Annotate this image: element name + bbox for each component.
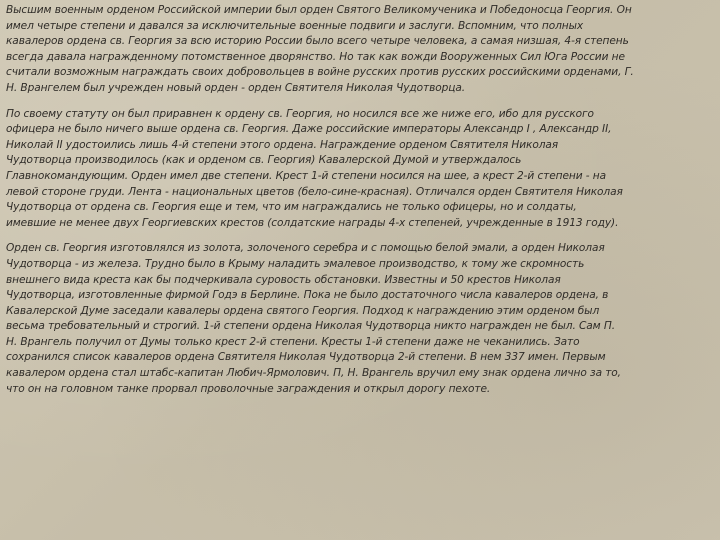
paragraph-order-manufacture: Орден св. Георгия изготовлялся из золота, золоченого серебра и с помощью белой эмали, а орден Николая Чудотворца - из железа. Трудно было в Крыму наладить эмалевое производство, к тому же скромность внешнего вида креста как бы подчеркивала суровость обстановки. Известны и 50 крестов Николая Чудотворца, изготовленные фирмой Годэ в Берлине. Пока не было достаточного числа кавалеров ордена, в Кавалерской Думе заседали кавалеры ордена святого Георгия. Подход к награждению этим орденом был весьма требовательный и строгий. 1-й степени ордена Николая Чудотворца никто награжден не был. Сам П. Н. Врангель получил от Думы только крест 2-й степени. Кресты 1-й степени даже не чеканились. Зато сохранился список кавалеров ордена Святителя Николая Чудотворца 2-й степени. В нем 337 имен. Первым кавалером ордена стал штабс-капитан Любич-Ярмолович. П, Н. Врангель вручил ему знак ордена лично за то, что он на головном танке прорвал проволочные заграждения и открыл дорогу пехоте. <box>6 242 621 395</box>
paragraph-order-introduction: Высшим военным орденом Российской империи был орден Святого Великомученика и Победоносца Георгия. Он имел четыре степени и давался за исключительные военные подвиги и заслуги. Вспомним, что полных кавалеров ордена св. Георгия за всю историю России было всего четыре человека, а самая низшая, 4-я степень всегда давала награжденному потомственное дворянство. Но так как вожди Вооруженных Сил Юга России не считали возможным награждать своих добровольцев в войне русских против русских российскими орденами, Г. Н. Врангелем был учрежден новый орден - орден Святителя Николая Чудотворца. <box>6 4 634 94</box>
paragraph-order-statute: По своему статуту он был приравнен к ордену св. Георгия, но носился все же ниже его, ибо для русского офицера не было ничего выше ордена св. Георгия. Даже российские императоры Александр I , Александр II, Николай II удостоились лишь 4-й степени этого ордена. Награждение орденом Святителя Николая Чудотворца производилось (как и орденом св. Георгия) Кавалерской Думой и утверждалось Главнокомандующим. Орден имел две степени. Крест 1-й степени носился на шее, а крест 2-й степени - на левой стороне груди. Лента - национальных цветов (бело-сине-красная). Отличался орден Святителя Николая Чудотворца от ордена св. Георгия еще и тем, что им награждались не только офицеры, но и солдаты, имевшие не менее двух Георгиевских крестов (солдатские награды 4-х степеней, учрежденные в 1913 году). <box>6 107 623 229</box>
